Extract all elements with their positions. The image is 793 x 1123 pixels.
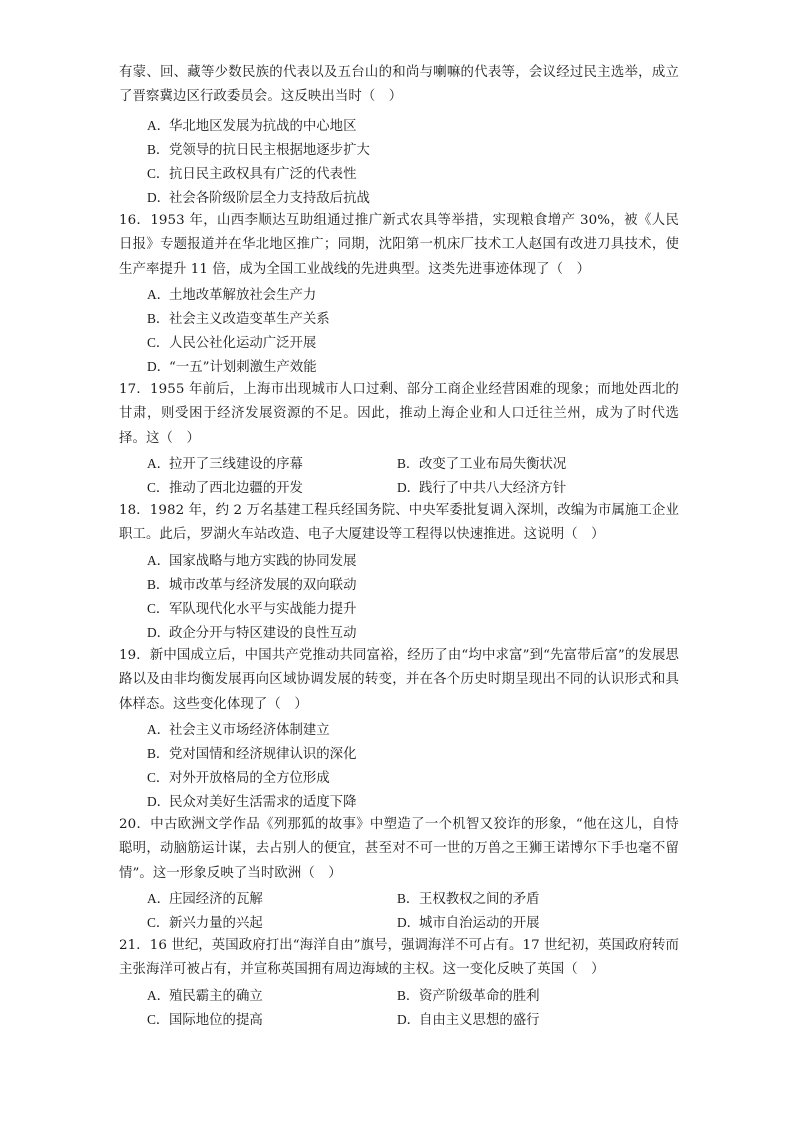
- option-text: 军队现代化水平与实战能力提升: [169, 602, 357, 617]
- option-label: A．: [147, 722, 171, 737]
- option-text: 社会主义改造变革生产关系: [169, 312, 330, 327]
- option-text: 国际地位的提高: [169, 1013, 263, 1028]
- question-21-option-a: [147, 986, 263, 1007]
- question-19-stem: 19．新中国成立后，中国共产党推动共同富裕，经历了由“均中求富”到“先富带后富”的发展思路以及由非均衡发展再向区域协调发展的转变，并在各个历史时期呈现出不同的认识形式和具体样态。这些变化体现了（ ）: [119, 648, 679, 712]
- question-20-option-a: [147, 889, 263, 910]
- option-label: A．: [147, 287, 171, 302]
- option-label: D．: [147, 190, 171, 205]
- option-label: D．: [397, 480, 421, 495]
- option-label: D．: [397, 915, 421, 930]
- question-19-option-b: [147, 744, 356, 765]
- question-19-option-d: [147, 792, 356, 813]
- option-label: A．: [147, 456, 171, 471]
- question-16-stem: 16．1953 年，山西李顺达互助组通过推广新式农具等举措，实现粮食增产 30%，被《人民日报》专题报道并在华北地区推广；同期，沈阳第一机床厂技术工人赵国有改进刀具技术，使生产率提升 11 倍，成为全国工业战线的先进典型。这类先进事迹体现了（ ）: [119, 213, 679, 277]
- option-label: D．: [147, 625, 171, 640]
- question-19-option-a: [147, 720, 330, 741]
- question-20-option-c: [147, 913, 263, 934]
- option-label: D．: [147, 359, 171, 374]
- question-17-option-b: [397, 454, 566, 475]
- question-19-option-c: [147, 768, 330, 789]
- option-label: C．: [147, 166, 170, 181]
- option-text: 践行了中共八大经济方针: [419, 481, 567, 496]
- question-16-option-d: [147, 357, 317, 378]
- option-text: 民众对美好生活需求的适度下降: [169, 795, 357, 810]
- question-15-option-d: [147, 188, 370, 209]
- option-label: D．: [147, 794, 171, 809]
- option-label: B．: [397, 988, 420, 1003]
- option-text: 华北地区发展为抗战的中心地区: [169, 119, 357, 134]
- question-16-option-b: [147, 309, 330, 330]
- question-20-stem: 20．中古欧洲文学作品《列那狐的故事》中塑造了一个机智又狡诈的形象，“他在这儿，自恃聪明，动脑筋运计谋，去占别人的便宜，甚至对不可一世的万兽之王狮王诺博尔下手也毫不留情”。这一形象反映了当时欧洲（ ）: [119, 817, 679, 881]
- question-21-option-c: [147, 1010, 263, 1031]
- option-text: 土地改革解放社会生产力: [169, 288, 317, 303]
- option-text: 对外开放格局的全方位形成: [169, 771, 330, 786]
- option-text: 国家战略与地方实践的协同发展: [169, 554, 357, 569]
- question-17-option-c: [147, 478, 303, 499]
- option-label: A．: [147, 891, 171, 906]
- option-label: C．: [147, 335, 170, 350]
- option-label: A．: [147, 988, 171, 1003]
- question-18-stem: 18．1982 年，约 2 万名基建工程兵经国务院、中央军委批复调入深圳，改编为市属施工企业职工。此后，罗湖火车站改造、电子大厦建设等工程得以快速推进。这说明（ ）: [119, 503, 679, 543]
- option-text: “一五”计划刺激生产效能: [169, 360, 317, 375]
- option-label: B．: [147, 311, 170, 326]
- option-text: 改变了工业布局失衡状况: [419, 457, 567, 472]
- option-text: 政企分开与特区建设的良性互动: [169, 626, 357, 641]
- option-label: C．: [147, 1012, 170, 1027]
- option-text: 城市改革与经济发展的双向联动: [169, 578, 357, 593]
- question-15-option-c: [147, 164, 356, 185]
- option-label: B．: [147, 577, 170, 592]
- option-text: 城市自治运动的开展: [419, 916, 540, 931]
- question-15-stem: 有蒙、回、藏等少数民族的代表以及五台山的和尚与喇嘛的代表等，会议经过民主选举，成立了晋察冀边区行政委员会。这反映出当时（ ）: [119, 65, 679, 105]
- option-text: 拉开了三线建设的序幕: [169, 457, 303, 472]
- question-18-option-d: [147, 623, 356, 644]
- option-label: B．: [147, 142, 170, 157]
- option-label: B．: [397, 891, 420, 906]
- option-text: 庄园经济的瓦解: [169, 892, 263, 907]
- option-text: 社会主义市场经济体制建立: [169, 723, 330, 738]
- question-20-option-d: [397, 913, 540, 934]
- question-18-option-a: [147, 551, 356, 572]
- question-17-stem: 17．1955 年前后，上海市出现城市人口过剩、部分工商企业经营困难的现象；而地处西北的甘肃，则受困于经济发展资源的不足。因此，推动上海企业和人口迁往兰州，成为了时代选择。这（ ）: [119, 382, 679, 446]
- option-label: C．: [147, 915, 170, 930]
- question-18-option-c: [147, 599, 356, 620]
- option-text: 推动了西北边疆的开发: [169, 481, 303, 496]
- question-17-option-d: [397, 478, 566, 499]
- option-label: A．: [147, 118, 171, 133]
- question-16-option-c: [147, 333, 316, 354]
- question-16-option-a: [147, 285, 316, 306]
- question-18-option-b: [147, 575, 356, 596]
- question-21-option-b: [397, 986, 540, 1007]
- question-15-option-a: [147, 116, 356, 137]
- option-text: 王权教权之间的矛盾: [419, 892, 540, 907]
- option-label: C．: [147, 480, 170, 495]
- option-text: 殖民霸主的确立: [169, 989, 263, 1004]
- option-text: 新兴力量的兴起: [169, 916, 263, 931]
- option-label: A．: [147, 553, 171, 568]
- option-text: 资产阶级革命的胜利: [419, 989, 540, 1004]
- option-label: C．: [147, 770, 170, 785]
- option-text: 党领导的抗日民主根据地逐步扩大: [169, 143, 370, 158]
- question-17-option-a: [147, 454, 303, 475]
- option-label: C．: [147, 601, 170, 616]
- option-text: 社会各阶级阶层全力支持敌后抗战: [169, 191, 370, 206]
- option-text: 人民公社化运动广泛开展: [169, 336, 317, 351]
- option-text: 抗日民主政权具有广泛的代表性: [169, 167, 357, 182]
- question-20-option-b: [397, 889, 540, 910]
- question-21-option-d: [397, 1010, 540, 1031]
- option-label: D．: [397, 1012, 421, 1027]
- option-label: B．: [147, 746, 170, 761]
- option-text: 党对国情和经济规律认识的深化: [169, 747, 357, 762]
- question-21-stem: 21．16 世纪，英国政府打出“海洋自由”旗号，强调海洋不可占有。17 世纪初，英国政府转而主张海洋可被占有，并宣称英国拥有周边海域的主权。这一变化反映了英国（ ）: [119, 938, 679, 978]
- question-15-option-b: [147, 140, 370, 161]
- option-label: B．: [397, 456, 420, 471]
- option-text: 自由主义思想的盛行: [419, 1013, 540, 1028]
